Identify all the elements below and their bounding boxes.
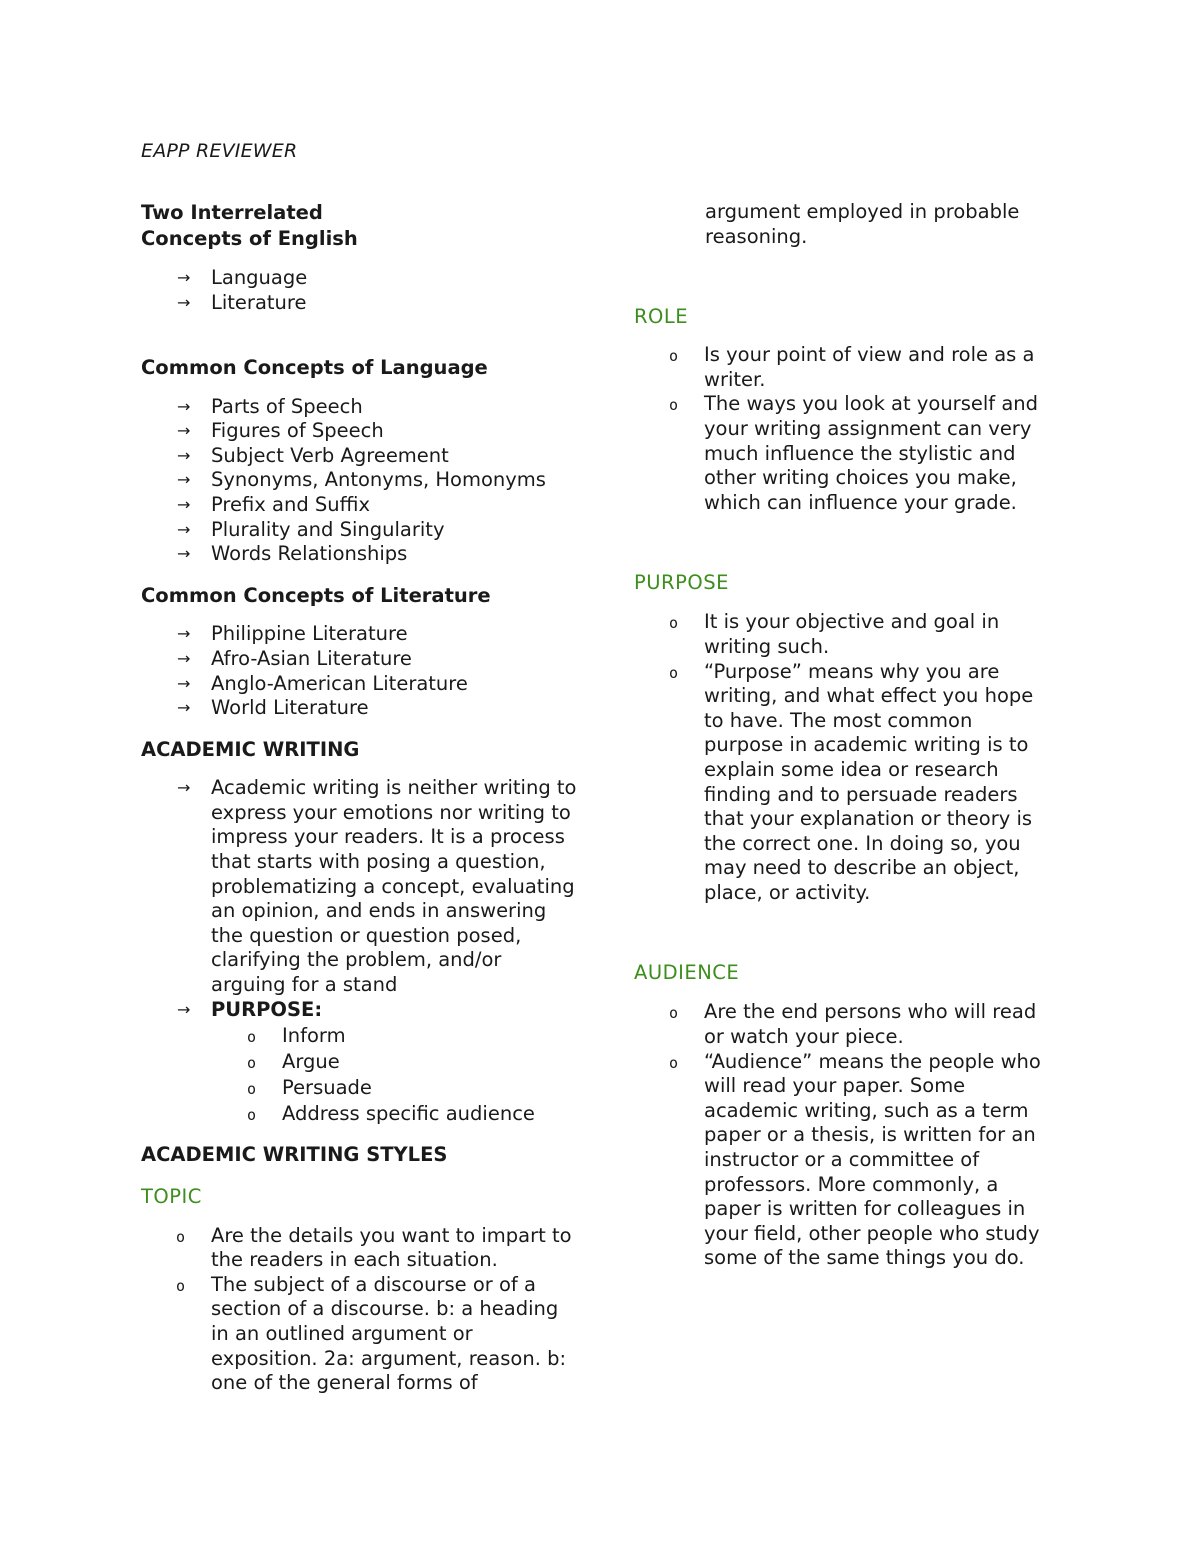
language-list — [141, 395, 581, 567]
academic-writing-heading: ACADEMIC WRITING — [141, 737, 360, 761]
purpose-sublist — [141, 1023, 581, 1127]
role-list — [634, 343, 1054, 515]
list-item: o “Purpose” means why you are writing, and what effect you hope to have. The most common purpose in academic writing is to explain some idea or research finding and to persuade readers that your explanation or theory is the correct one. In doing so, you may need to describe an object, place, or activity. — [669, 659, 1034, 904]
list-item: → Philippine Literature — [177, 622, 408, 646]
circle-bullet-icon: o — [669, 1053, 679, 1072]
list-item: o The subject of a discourse or of a section of a discourse. b: a heading in an outlined argument or exposition. 2a: argument, reason. b: one of the general forms of — [176, 1272, 567, 1395]
list-item: o Inform — [141, 1023, 581, 1049]
topic-list — [141, 1224, 581, 1396]
topic-continuation: argument employed in probable reasoning. — [705, 200, 1020, 248]
arrow-bullet-icon: → — [177, 396, 191, 416]
list-item: o Argue — [141, 1049, 581, 1075]
list-item — [141, 776, 581, 997]
arrow-bullet-icon: → — [177, 999, 191, 1019]
circle-bullet-icon: o — [669, 614, 679, 633]
arrow-bullet-icon: → — [177, 698, 191, 718]
intro-heading-line2: Concepts of English — [141, 226, 358, 250]
list-item: o Persuade — [141, 1075, 581, 1101]
list-item: → Prefix and Suffix — [177, 493, 371, 517]
audience-heading: AUDIENCE — [634, 961, 740, 985]
list-item: → Subject Verb Agreement — [177, 443, 449, 467]
list-item: → Parts of Speech — [177, 394, 363, 418]
circle-bullet-icon: o — [669, 1004, 679, 1023]
purpose-list — [634, 610, 1054, 905]
intro-heading-line1: Two Interrelated — [141, 201, 323, 224]
list-item: → Language — [177, 266, 308, 289]
intro-heading — [141, 200, 581, 251]
topic-heading: TOPIC — [141, 1184, 202, 1208]
literature-heading: Common Concepts of Literature — [141, 583, 491, 607]
role-heading: ROLE — [634, 305, 689, 329]
arrow-bullet-icon: → — [177, 544, 191, 564]
circle-bullet-icon: o — [669, 396, 679, 415]
list-item: → Anglo-American Literature — [177, 671, 468, 695]
arrow-bullet-icon: → — [177, 268, 191, 287]
purpose-heading: PURPOSE — [634, 571, 729, 595]
list-item: → Plurality and Singularity — [177, 517, 445, 541]
circle-bullet-icon: o — [247, 1080, 257, 1099]
arrow-bullet-icon: → — [177, 519, 191, 539]
arrow-bullet-icon: → — [177, 778, 191, 798]
list-item: → World Literature — [177, 696, 369, 720]
literature-list — [141, 622, 581, 720]
circle-bullet-icon: o — [247, 1054, 257, 1073]
arrow-bullet-icon: → — [177, 624, 191, 644]
list-item: o “Audience” means the people who will read your paper. Some academic writing, such as a term paper or a thesis, is written for an instructor or a committee of professors. More commonly, a paper is written for colleagues in your field, other people who study some of the same things you do. — [669, 1049, 1041, 1270]
list-item: o Address specific audience — [141, 1101, 581, 1127]
circle-bullet-icon: o — [247, 1028, 257, 1047]
arrow-bullet-icon: → — [177, 445, 191, 465]
purpose-label: PURPOSE: — [211, 997, 323, 1021]
circle-bullet-icon: o — [669, 663, 679, 682]
intro-list — [141, 266, 581, 315]
list-item: o Are the end persons who will read or watch your piece. — [669, 1000, 1037, 1049]
arrow-bullet-icon: → — [177, 421, 191, 441]
language-heading: Common Concepts of Language — [141, 356, 488, 380]
arrow-bullet-icon: → — [177, 495, 191, 515]
arrow-bullet-icon: → — [177, 470, 191, 490]
list-item: o Is your point of view and role as a writer. — [669, 343, 1035, 391]
circle-bullet-icon: o — [176, 1227, 186, 1246]
arrow-bullet-icon: → — [177, 648, 191, 668]
list-item: → Figures of Speech — [177, 419, 384, 443]
list-item: o The ways you look at yourself and your writing assignment can very much influence the stylistic and other writing choices you make, which can influence your grade. — [669, 392, 1039, 514]
list-item: → Literature — [177, 290, 307, 314]
left-column — [141, 200, 581, 1396]
list-item: → Words Relationships — [177, 542, 408, 566]
list-item: → Afro-Asian Literature — [177, 646, 412, 670]
circle-bullet-icon: o — [176, 1276, 186, 1295]
academic-writing-list — [141, 776, 581, 1022]
document-title: EAPP REVIEWER — [141, 140, 298, 162]
circle-bullet-icon: o — [247, 1106, 257, 1125]
writing-styles-heading: ACADEMIC WRITING STYLES — [141, 1143, 448, 1167]
list-item: o Are the details you want to impart to the readers in each situation. — [176, 1223, 572, 1272]
circle-bullet-icon: o — [669, 347, 679, 366]
academic-description: Academic writing is neither writing to express your emotions nor writing to impress your readers. It is a process that starts with posing a question, problematizing a concept, evaluating an opinion, and ends in answering the question or question posed, clarifying the problem, and/or arguing for a stand — [211, 776, 577, 996]
list-item: → Synonyms, Antonyms, Homonyms — [177, 468, 546, 492]
arrow-bullet-icon: → — [177, 292, 191, 312]
list-item: o It is your objective and goal in writing such. — [669, 610, 1000, 658]
arrow-bullet-icon: → — [177, 673, 191, 693]
list-item — [141, 998, 581, 1023]
audience-list — [634, 1000, 1054, 1271]
right-column — [634, 200, 1054, 1271]
